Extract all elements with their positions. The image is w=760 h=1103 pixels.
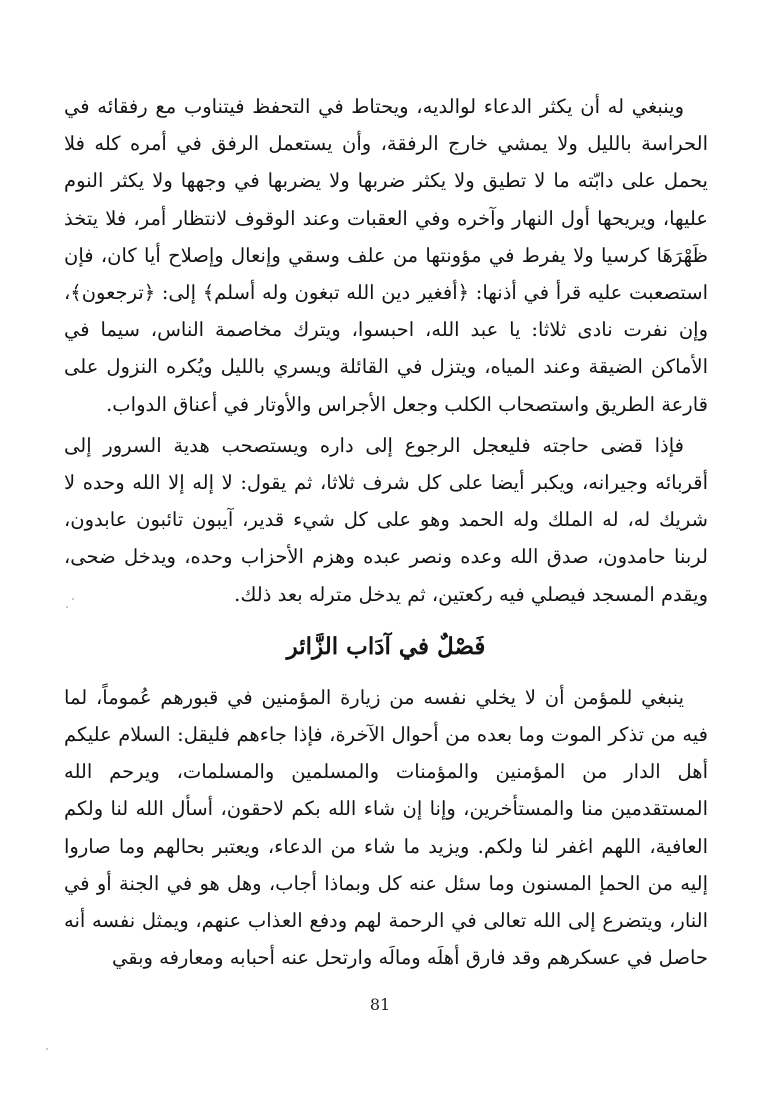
paragraph-visitor-etiquette: ينبغي للمؤمن أن لا يخلي نفسه من زيارة المؤمنين في قبورهم عُموماً، لما فيه من تذكر الموت وما بعده من أحوال الآخرة، فإذا جاءهم فليقل: السلام عليكم أهل الدار من المؤمنين والمؤمنات والمسلمين والمسلمات، ويرحم الله المستقدمين منا والمستأخرين، وإنا إن شاء الله بكم لاحقون، أسأل الله لنا ولكم العافية، اللهم اغفر لنا ولكم. ويزيد ما شاء من الدعاء، ويعتبر بحالهم وما صاروا إليه من الحمإ المسنون وما سئل عنه كل وبماذا أجاب، وهل هو في الجنة أو في النار، ويتضرع إلى الله تعالى في الرحمة لهم ودفع العذاب عنهم، ويمثل نفسه أنه حاصل في عسكرهم وقد فارق أهلَه ومالَه وارتحل عنه أحبابه ومعارفه وبقي [64,685,708,970]
section-heading: فَصْلٌ في آدَاب الزَّائر [286,632,486,660]
paragraph-return-home: فإذا قضى حاجته فليعجل الرجوع إلى داره ويستصحب هدية السرور إلى أقربائه وجيرانه، ويكبر أيضا على كل شرف ثلاثا، ثم يقول: لا إله إلا الله وحده لا شريك له، له الملك وله الحمد وهو على كل شيء قدير، آيبون تائبون عابدون، لربنا حامدون، صدق الله وعده ونصر عبده وهزم الأحزاب وحده، ويدخل ضحى، ويقدم المسجد فيصلي فيه ركعتين، ثم يدخل مترله بعد ذلك. [64,433,708,606]
page-number: 81 [369,995,391,1014]
scan-speck [66,606,68,608]
paragraph-travel-etiquette: وينبغي له أن يكثر الدعاء لوالديه، ويحتاط في التحفظ فيتناوب مع رفقائه في الحراسة بالليل ولا يمشي خارج الرفقة، وأن يستعمل الرفق في أمره كله فلا يحمل على دابّته ما لا تطيق ولا يكثر ضربها ولا يضربها في وجهها ولا يكثر النوم عليها، ويريحها أول النهار وآخره وفي العقبات وعند الوقوف لانتظار أمر، فلا يتخذ ظَهْرَهَا كرسيا ولا يفرط في مؤونتها من علف وسقي وإنعال وإصلاح أيا كان، فإن استصعبت عليه قرأ في أذنها: ﴿أفغير دين الله تبغون وله أسلم﴾ إلى: ﴿ترجعون﴾، وإن نفرت نادى ثلاثا: يا عبد الله، احبسوا، ويترك مخاصمة الناس، سيما في الأماكن الضيقة وعند المياه، ويتزل في القائلة ويسري بالليل ويُكره النزول على قارعة الطريق واستصحاب الكلب وجعل الأجراس والأوتار في أعناق الدواب. [64,95,708,416]
scan-speck [72,598,74,600]
page-body [64,88,708,976]
scan-speck [46,1048,48,1050]
